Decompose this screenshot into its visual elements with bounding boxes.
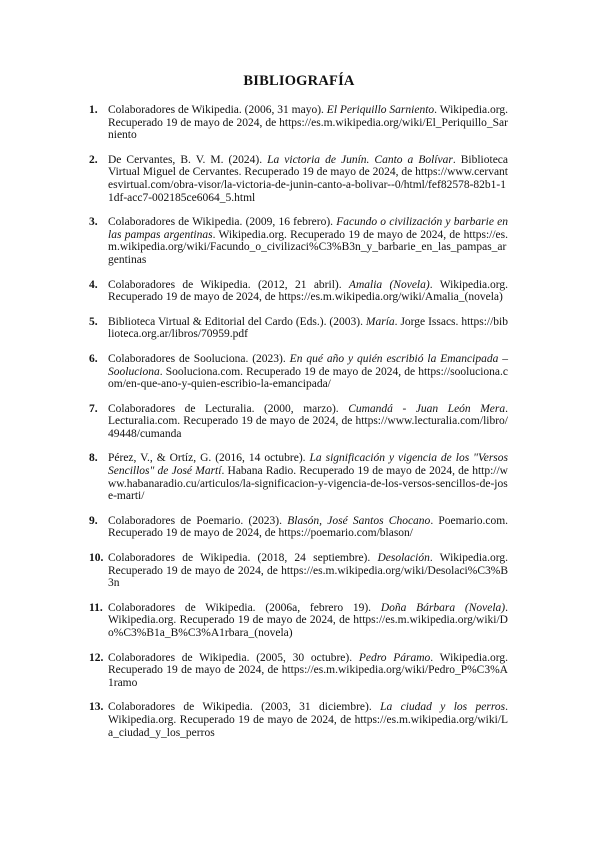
entry-url: https://es.m.wikipedia.org/wiki/La_ciudad_y_los_perros <box>108 713 508 739</box>
entry-url: https://www.cervantesvirtual.com/obra-visor/la-victoria-de-junin-canto-a-bolivar--0/html/fef82578-82b1-11df-acc7-002185ce6064_5.html <box>108 166 508 204</box>
bibliography-entry <box>90 602 508 640</box>
entry-authors: Colaboradores de Wikipedia. (2009, 16 febrero). <box>108 216 337 229</box>
entry-number: 11. <box>89 601 103 614</box>
entry-number: 12. <box>89 651 104 664</box>
entry-source: . Wikipedia.org. Recuperado 19 de mayo de 2024, de <box>108 701 508 726</box>
bibliography-entry <box>90 104 508 142</box>
bibliography-entry <box>90 403 508 441</box>
entry-title: Blasón, José Santos Chocano <box>287 514 431 527</box>
bibliography-entry <box>90 701 508 739</box>
entry-number: 1. <box>89 104 98 116</box>
bibliography-entry <box>90 552 508 590</box>
entry-authors: Colaboradores de Wikipedia. (2012, 21 abril). <box>108 278 349 291</box>
entry-number: 5. <box>89 315 98 328</box>
entry-authors: Biblioteca Virtual & Editorial del Cardo (Eds.). (2003). <box>108 315 366 328</box>
entry-authors: Colaboradores de Wikipedia. (2005, 30 octubre). <box>108 651 359 664</box>
entry-title: Amalia (Novela) <box>348 278 430 291</box>
entry-authors: Colaboradores de Wikipedia. (2006, 31 mayo). <box>108 104 327 116</box>
entry-authors: Colaboradores de Lecturalia. (2000, marzo). <box>108 402 349 415</box>
entry-source: . Wikipedia.org. Recuperado 19 de mayo de 2024, de <box>212 228 464 241</box>
entry-title: La victoria de Junín. Canto a Bolívar <box>267 153 453 166</box>
entry-number: 8. <box>89 452 98 465</box>
entry-url: https://sooluciona.com/en-que-ano-y-quien-escribio-la-emancipada/ <box>108 365 508 391</box>
entry-source: . Wikipedia.org. Recuperado 19 de mayo de 2024, de <box>108 104 509 129</box>
entry-source: . Lecturalia.com. Recuperado 19 de mayo de 2024, de <box>108 402 508 428</box>
entry-authors: Colaboradores de Wikipedia. (2003, 31 diciembre). <box>108 701 381 714</box>
bibliography-entry <box>90 452 508 502</box>
page-title: BIBLIOGRAFÍA <box>243 73 355 89</box>
entry-source: . Sooluciona.com. Recuperado 19 de mayo de 2024, de <box>159 365 419 378</box>
bibliography-entry <box>90 316 508 341</box>
bibliography-entry <box>90 353 508 391</box>
entry-url: https://biblioteca.org.ar/libros/70959.pdf <box>108 315 508 341</box>
entry-title: El Periquillo Sarniento <box>326 104 435 116</box>
entry-url: https://www.lecturalia.com/libro/49448/cumanda <box>108 415 508 440</box>
entry-number: 10. <box>89 552 104 565</box>
entry-source: . Wikipedia.org. Recuperado 19 de mayo de 2024, de <box>108 601 508 627</box>
entry-title: María <box>365 315 395 328</box>
entry-source: . Wikipedia.org. Recuperado 19 de mayo de 2024, de <box>108 278 508 304</box>
entry-number: 9. <box>89 514 98 527</box>
entry-url: http://www.habanaradio.cu/articulos/la-significacion-y-vigencia-de-los-versos-sencillos-de-jose-marti/ <box>108 465 508 503</box>
entry-title: Doña Bárbara (Novela) <box>380 601 506 614</box>
entry-source: . Biblioteca Virtual Miguel de Cervantes. Recuperado 19 de mayo de 2024, de <box>108 153 509 179</box>
bibliography-entry <box>90 279 508 304</box>
entry-title: La ciudad y los perros <box>380 701 506 714</box>
entry-number: 6. <box>89 352 98 365</box>
bibliography-entry <box>90 154 508 204</box>
entry-url: https://poemario.com/blason/ <box>278 527 413 540</box>
entry-url: https://es.m.wikipedia.org/wiki/Desolaci%C3%B3n <box>108 564 508 590</box>
entry-number: 2. <box>89 153 98 166</box>
entry-title: Cumandá - Juan León Mera <box>348 402 506 415</box>
entry-number: 4. <box>89 278 98 291</box>
entry-number: 7. <box>89 402 98 415</box>
entry-number: 13. <box>89 701 104 714</box>
entry-title: La significación y vigencia de los "Versos Sencillos" de José Martí <box>108 452 508 478</box>
entry-source: . Habana Radio. Recuperado 19 de mayo de 2024, de <box>221 465 473 478</box>
entry-authors: Pérez, V., & Ortíz, G. (2016, 14 octubre). <box>108 452 310 465</box>
entry-authors: Colaboradores de Poemario. (2023). <box>108 514 288 527</box>
entry-authors: Colaboradores de Wikipedia. (2006a, febrero 19). <box>108 601 381 614</box>
entry-url: https://es.m.wikipedia.org/wiki/Facundo_o_civilizaci%C3%B3n_y_barbarie_en_las_pampas_argentinas <box>108 228 508 266</box>
bibliography-list <box>90 104 508 739</box>
entry-title: En qué año y quién escribió la Emancipada – Sooluciona <box>108 352 509 378</box>
entry-title: Pedro Páramo <box>358 651 431 664</box>
entry-source: . Poemario.com. Recuperado 19 de mayo de 2024, de <box>108 514 509 540</box>
entry-source: . Wikipedia.org. Recuperado 19 de mayo de 2024, de <box>108 552 508 577</box>
entry-number: 3. <box>89 216 98 229</box>
entry-source: . Wikipedia.org. Recuperado 19 de mayo de 2024, de <box>108 651 508 677</box>
entry-url: https://es.m.wikipedia.org/wiki/El_Periquillo_Sarniento <box>108 116 508 142</box>
entry-url: https://es.m.wikipedia.org/wiki/Pedro_P%C3%A1ramo <box>108 664 508 689</box>
bibliography-entry <box>90 652 508 690</box>
entry-url: https://es.m.wikipedia.org/wiki/Amalia_(novela) <box>278 291 503 304</box>
entry-authors: Colaboradores de Sooluciona. (2023). <box>108 352 290 365</box>
entry-title: Desolación <box>377 552 430 565</box>
bibliography-entry <box>90 216 508 266</box>
entry-source: . Jorge Issacs. <box>394 315 462 328</box>
entry-title: Facundo o civilización y barbarie en las pampas argentinas <box>108 216 508 241</box>
bibliography-entry <box>90 515 508 540</box>
entry-authors: De Cervantes, B. V. M. (2024). <box>108 153 268 166</box>
entry-authors: Colaboradores de Wikipedia. (2018, 24 septiembre). <box>108 552 378 565</box>
entry-url: https://es.m.wikipedia.org/wiki/Do%C3%B1a_B%C3%A1rbara_(novela) <box>108 614 508 639</box>
